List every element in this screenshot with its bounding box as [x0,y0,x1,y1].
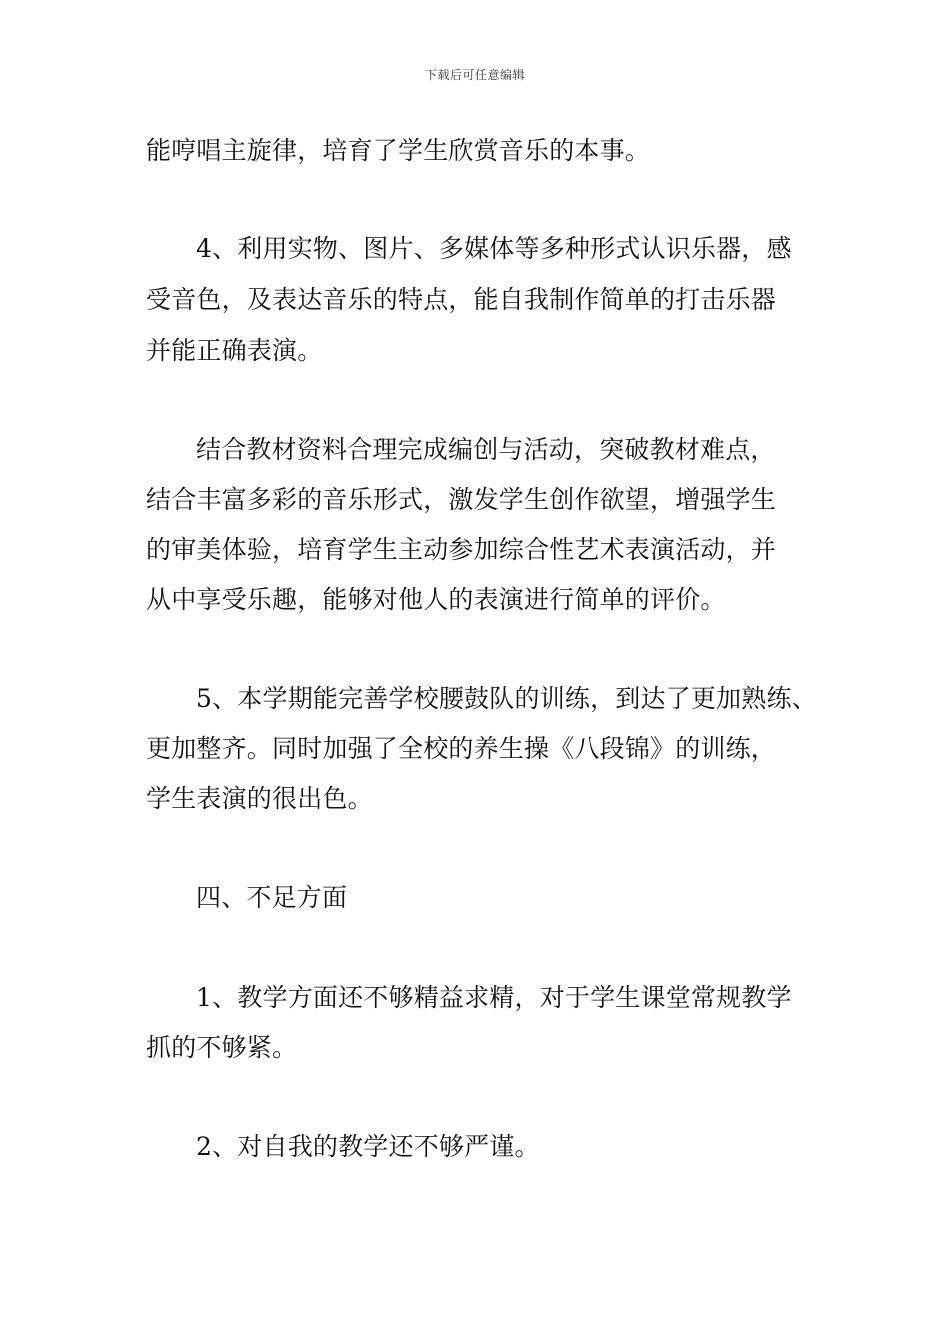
paragraph-line: 5、本学期能完善学校腰鼓队的训练，到达了更加熟练、 [196,684,817,713]
paragraph-line: 2、对自我的教学还不够严谨。 [196,1132,540,1161]
page-header: 下载后可任意编辑 [424,68,525,82]
paragraph-line: 更加整齐。同时加强了全校的养生操《八段锦》的训练， [146,734,777,763]
paragraph-line: 1、教学方面还不够精益求精，对于学生课堂常规教学 [196,983,792,1012]
paragraph-line: 学生表演的很出色。 [146,784,373,813]
paragraph-line: 能哼唱主旋律，培育了学生欣赏音乐的本事。 [146,136,651,165]
paragraph-line: 受音色，及表达音乐的特点，能自我制作简单的打击乐器 [146,285,777,314]
paragraph-line: 结合教材资料合理完成编创与活动，突破教材难点， [196,435,776,464]
paragraph-line: 4、利用实物、图片、多媒体等多种形式认识乐器，感 [196,234,792,263]
paragraph-line: 抓的不够紧。 [146,1033,298,1062]
section-heading: 四、不足方面 [196,883,348,912]
paragraph-line: 并能正确表演。 [146,336,323,365]
paragraph-line: 结合丰富多彩的音乐形式，激发学生创作欲望，增强学生 [146,485,777,514]
paragraph-line: 从中享受乐趣，能够对他人的表演进行简单的评价。 [146,585,726,614]
paragraph-line: 的审美体验，培育学生主动参加综合性艺术表演活动，并 [146,535,777,564]
